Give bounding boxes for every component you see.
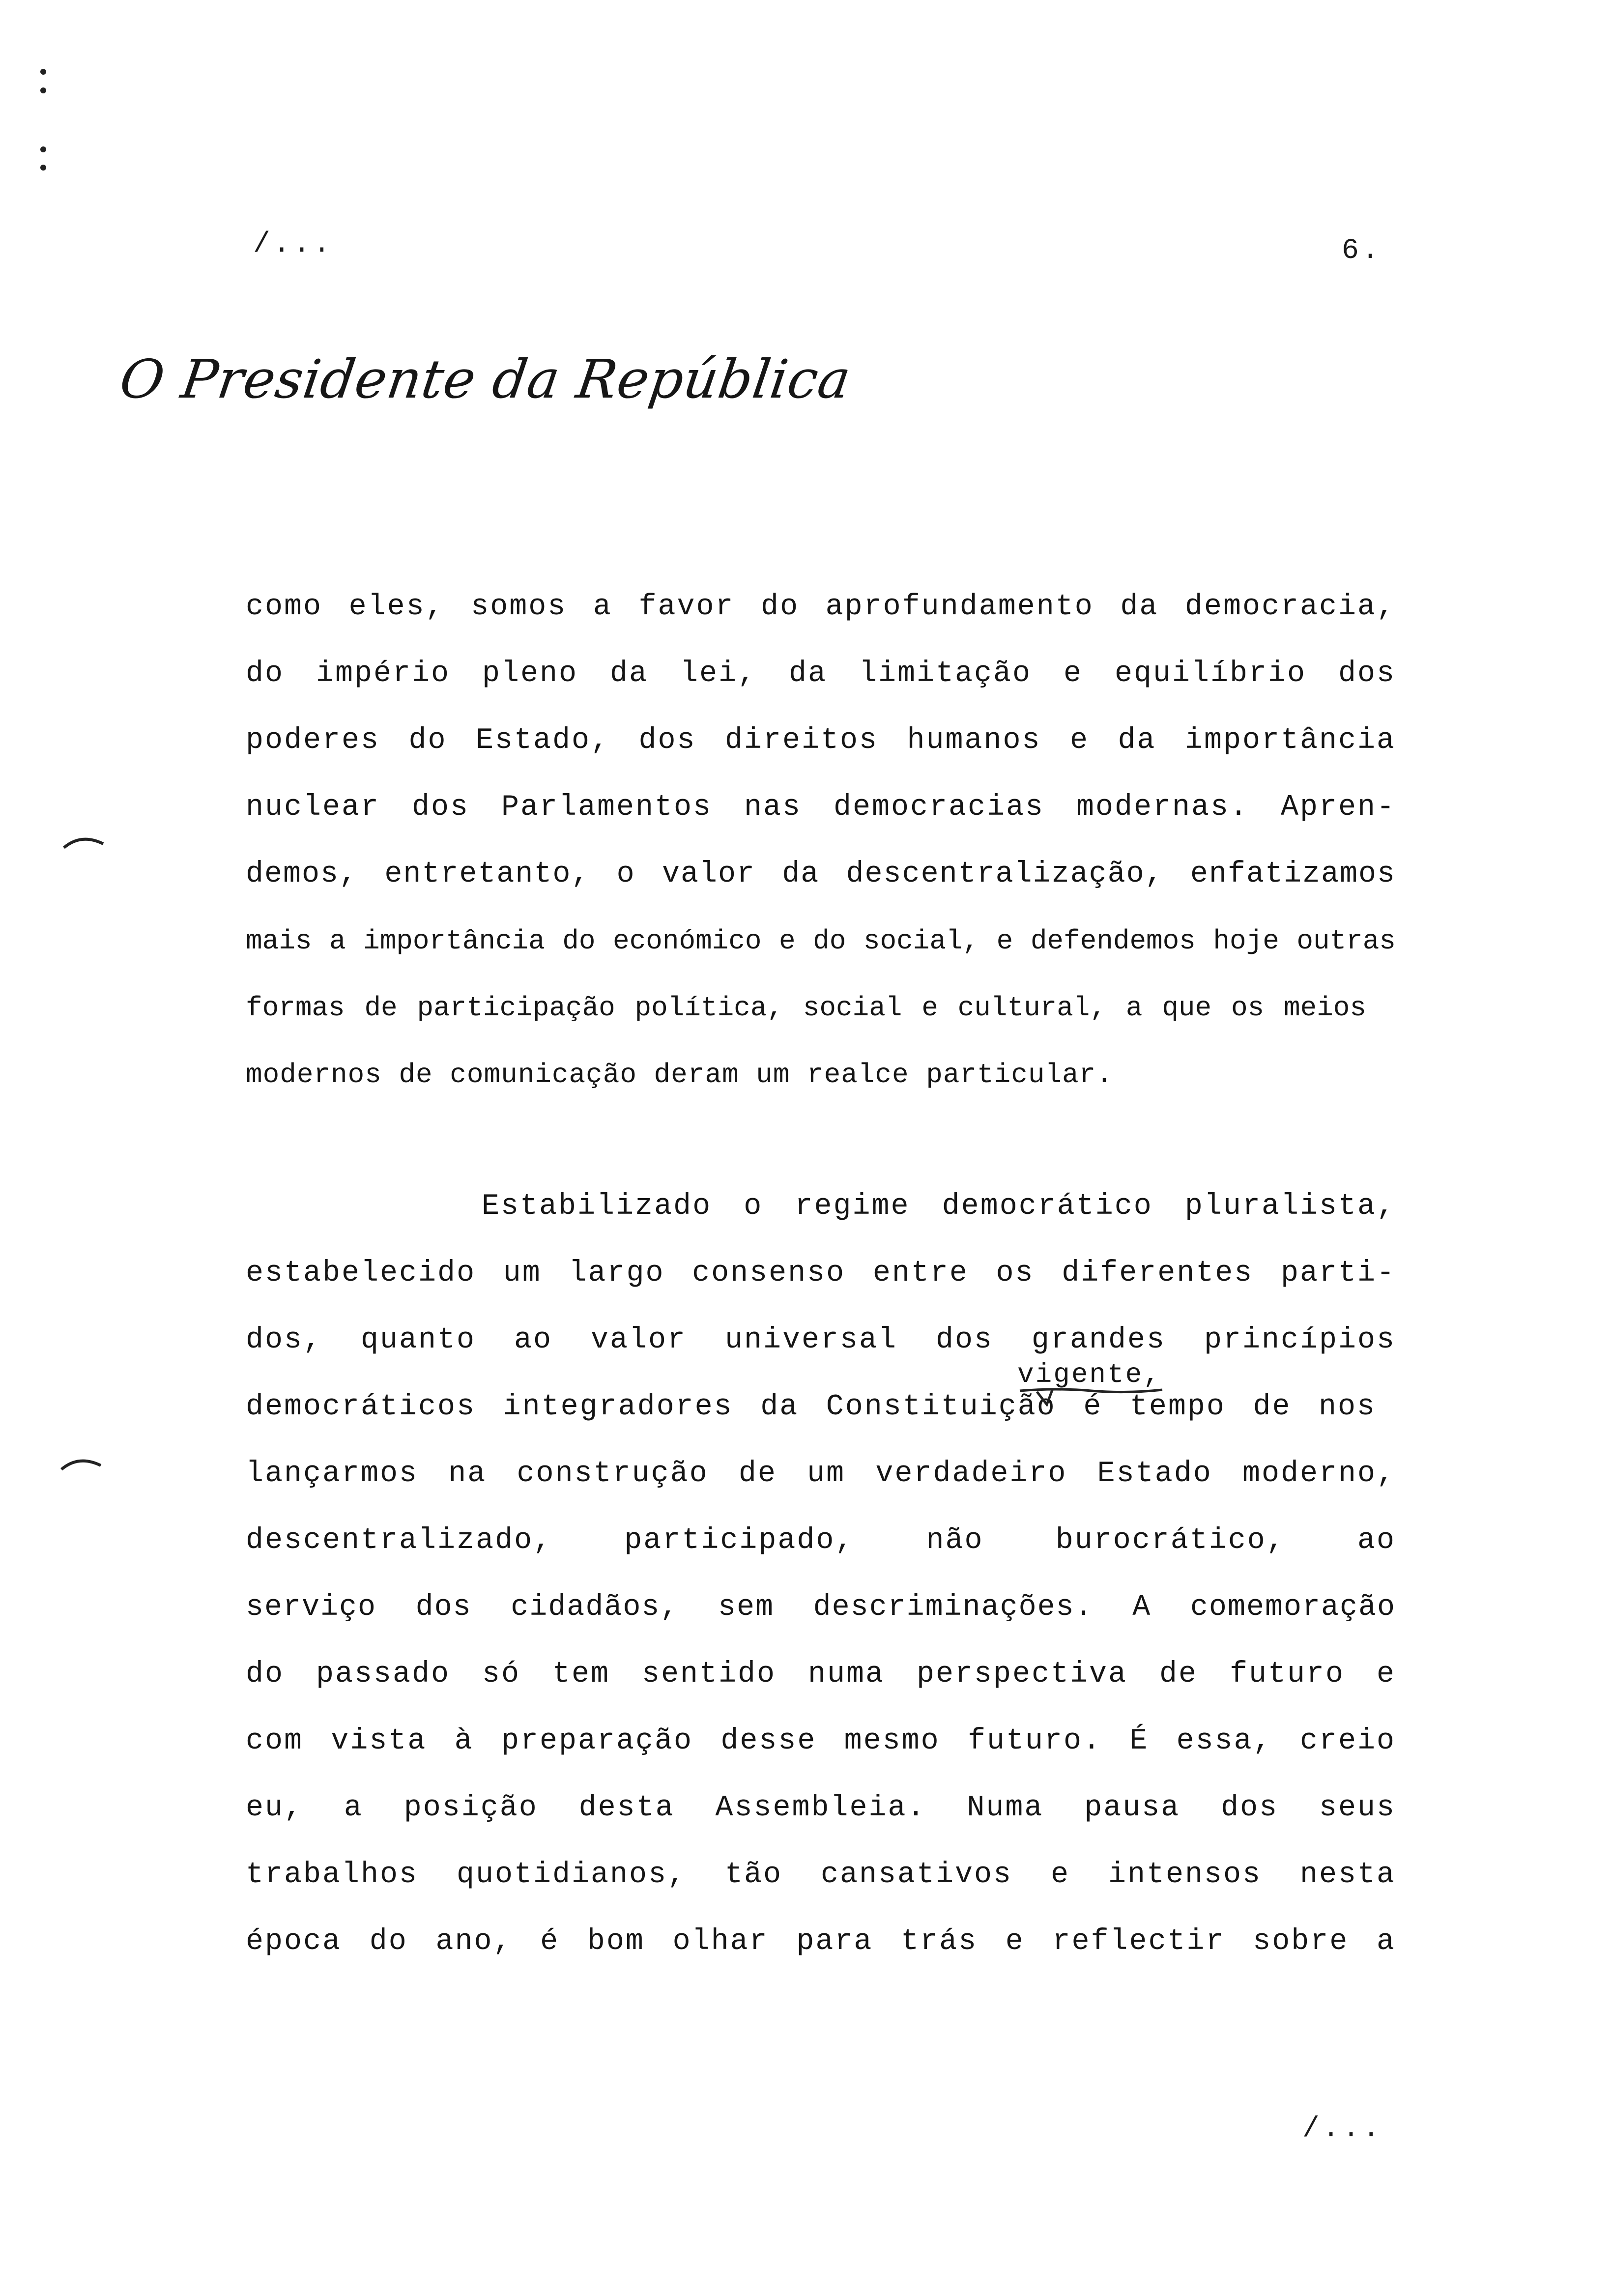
page-number: 6.	[1342, 235, 1382, 267]
text-line: demos, entretanto, o valor da descentralização, enfatizamos	[246, 858, 1396, 891]
continuation-marker-bottom: /...	[1302, 2113, 1383, 2145]
paragraph-1	[246, 592, 1396, 1127]
text-line: formas de participação política, social e cultural, a que os meios	[246, 992, 1366, 1024]
continuation-marker-top: /...	[253, 229, 334, 260]
text-line: democráticos integradores da Constituição é tempo de nos	[246, 1390, 1376, 1424]
letterhead-title: O Presidente da República	[116, 349, 855, 410]
margin-dot	[40, 69, 46, 75]
text-line: estabelecido um largo consenso entre os diferentes parti-	[246, 1257, 1396, 1290]
handwritten-insertion: vigente,	[1017, 1359, 1161, 1390]
text-line: do passado só tem sentido numa perspectiva de futuro e	[246, 1658, 1396, 1691]
text-line: com vista à preparação desse mesmo futuro. É essa, creio	[246, 1724, 1396, 1758]
text-line: como eles, somos a favor do aprofundamento da democracia,	[246, 590, 1396, 624]
text-line: modernos de comunicação deram um realce particular.	[246, 1059, 1113, 1091]
margin-bracket-icon	[61, 833, 106, 853]
margin-dot	[40, 165, 46, 171]
text-line: descentralizado, participado, não burocrático, ao	[246, 1524, 1396, 1557]
text-line: Estabilizado o regime democrático pluralista,	[482, 1190, 1396, 1223]
text-line: trabalhos quotidianos, tão cansativos e intensos nesta	[246, 1858, 1396, 1892]
text-line: lançarmos na construção de um verdadeiro Estado moderno,	[246, 1457, 1396, 1491]
text-line: do império pleno da lei, da limitação e equilíbrio dos	[246, 657, 1396, 690]
text-line: mais a importância do económico e do social, e defendemos hoje outras	[246, 925, 1396, 957]
margin-dot	[40, 87, 46, 93]
text-line: dos, quanto ao valor universal dos grandes princípios	[246, 1323, 1396, 1357]
text-line: época do ano, é bom olhar para trás e reflectir sobre a	[246, 1925, 1396, 1958]
text-line: poderes do Estado, dos direitos humanos e da importância	[246, 724, 1396, 757]
margin-dot	[40, 146, 46, 152]
margin-bracket-icon	[59, 1455, 103, 1474]
insertion-caret-icon	[1017, 1387, 1165, 1406]
text-line: serviço dos cidadãos, sem descriminações. A comemoração	[246, 1591, 1396, 1624]
text-line: eu, a posição desta Assembleia. Numa pausa dos seus	[246, 1791, 1396, 1825]
paragraph-2	[246, 1192, 1396, 1994]
text-line: nuclear dos Parlamentos nas democracias modernas. Apren-	[246, 791, 1396, 824]
